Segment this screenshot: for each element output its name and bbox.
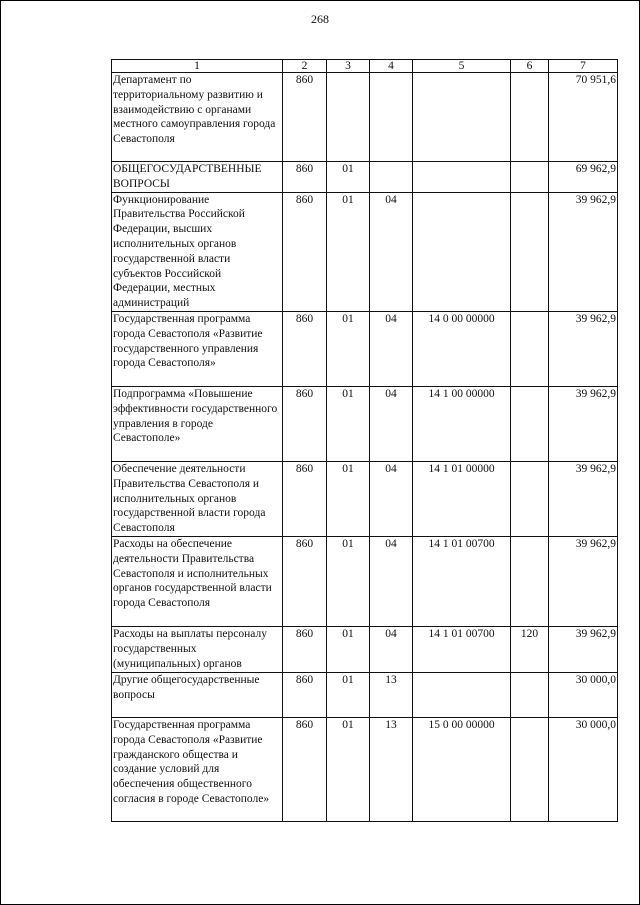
row-rz-cell [327, 73, 370, 162]
row-csr-cell: 14 1 01 00000 [413, 461, 511, 536]
row-rz-cell: 01 [327, 536, 370, 626]
row-ved-cell: 860 [283, 192, 327, 311]
row-pr-cell: 04 [370, 311, 413, 386]
row-amount-cell: 39 962,9 [549, 626, 618, 672]
page-number: 268 [311, 12, 329, 26]
header-cell-5: 5 [413, 60, 511, 73]
row-amount-cell: 30 000,0 [549, 717, 618, 821]
header-cell-2: 2 [283, 60, 327, 73]
row-csr-cell: 14 1 00 00000 [413, 386, 511, 461]
row-name-cell: Обеспечение деятельности Правительства Севастополя и исполнительных органов государственной власти города Севастополя [112, 461, 283, 536]
row-name-cell: Другие общегосударственные вопросы [112, 672, 283, 717]
row-vr-cell [511, 311, 549, 386]
row-vr-cell: 120 [511, 626, 549, 672]
row-rz-cell: 01 [327, 626, 370, 672]
row-pr-cell [370, 73, 413, 162]
row-pr-cell: 04 [370, 192, 413, 311]
row-ved-cell: 860 [283, 311, 327, 386]
header-cell-3: 3 [327, 60, 370, 73]
row-rz-cell: 01 [327, 192, 370, 311]
table-row [112, 717, 618, 821]
row-amount-cell: 39 962,9 [549, 386, 618, 461]
row-vr-cell [511, 73, 549, 162]
row-rz-cell: 01 [327, 717, 370, 821]
row-csr-cell: 15 0 00 00000 [413, 717, 511, 821]
row-csr-cell [413, 672, 511, 717]
row-ved-cell: 860 [283, 672, 327, 717]
row-pr-cell [370, 162, 413, 193]
row-rz-cell: 01 [327, 672, 370, 717]
row-csr-cell: 14 1 01 00700 [413, 536, 511, 626]
row-csr-cell [413, 73, 511, 162]
scan-border-top [0, 0, 640, 1]
row-amount-cell: 39 962,9 [549, 536, 618, 626]
row-name-cell: Расходы на обеспечение деятельности Правительства Севастополя и исполнительных органов государственной власти города Севастополя [112, 536, 283, 626]
table-row [112, 672, 618, 717]
row-name-cell: Государственная программа города Севастополя «Развитие государственного управления города Севастополя» [112, 311, 283, 386]
row-amount-cell: 39 962,9 [549, 311, 618, 386]
row-name-cell: Расходы на выплаты персоналу государственных (муниципальных) органов [112, 626, 283, 672]
table-row [112, 386, 618, 461]
header-cell-1: 1 [112, 60, 283, 73]
row-amount-cell: 69 962,9 [549, 162, 618, 193]
table-row [112, 626, 618, 672]
row-amount-cell: 30 000,0 [549, 672, 618, 717]
table-row [112, 162, 618, 193]
row-rz-cell: 01 [327, 162, 370, 193]
row-ved-cell: 860 [283, 73, 327, 162]
row-pr-cell: 04 [370, 626, 413, 672]
row-csr-cell [413, 162, 511, 193]
row-vr-cell [511, 192, 549, 311]
row-amount-cell: 39 962,9 [549, 192, 618, 311]
row-vr-cell [511, 717, 549, 821]
row-rz-cell: 01 [327, 461, 370, 536]
table-header-row [112, 60, 618, 73]
table-row [112, 536, 618, 626]
row-vr-cell [511, 536, 549, 626]
header-cell-6: 6 [511, 60, 549, 73]
row-vr-cell [511, 162, 549, 193]
row-csr-cell: 14 1 01 00700 [413, 626, 511, 672]
table-row [112, 73, 618, 162]
header-cell-7: 7 [549, 60, 618, 73]
row-pr-cell: 04 [370, 536, 413, 626]
budget-table [111, 59, 618, 822]
row-name-cell: ОБЩЕГОСУДАРСТВЕННЫЕ ВОПРОСЫ [112, 162, 283, 193]
row-vr-cell [511, 386, 549, 461]
row-amount-cell: 70 951,6 [549, 73, 618, 162]
row-amount-cell: 39 962,9 [549, 461, 618, 536]
row-ved-cell: 860 [283, 162, 327, 193]
row-ved-cell: 860 [283, 461, 327, 536]
row-pr-cell: 04 [370, 386, 413, 461]
row-rz-cell: 01 [327, 311, 370, 386]
row-pr-cell: 04 [370, 461, 413, 536]
row-ved-cell: 860 [283, 386, 327, 461]
row-name-cell: Государственная программа города Севастополя «Развитие гражданского общества и создание условий для обеспечения общественного согласия в городе Севастополе» [112, 717, 283, 821]
table-row [112, 192, 618, 311]
row-name-cell: Функционирование Правительства Российской Федерации, высших исполнительных органов государственной власти субъектов Российской Федерации, местных администраций [112, 192, 283, 311]
row-pr-cell: 13 [370, 672, 413, 717]
row-rz-cell: 01 [327, 386, 370, 461]
header-cell-4: 4 [370, 60, 413, 73]
row-csr-cell: 14 0 00 00000 [413, 311, 511, 386]
scan-border-left [0, 0, 1, 905]
row-ved-cell: 860 [283, 717, 327, 821]
row-name-cell: Подпрограмма «Повышение эффективности государственного управления в городе Севастополе» [112, 386, 283, 461]
row-name-cell: Департамент по территориальному развитию и взаимодействию с органами местного самоуправления города Севастополя [112, 73, 283, 162]
row-ved-cell: 860 [283, 626, 327, 672]
row-ved-cell: 860 [283, 536, 327, 626]
table-row [112, 461, 618, 536]
row-pr-cell: 13 [370, 717, 413, 821]
row-csr-cell [413, 192, 511, 311]
row-vr-cell [511, 672, 549, 717]
row-vr-cell [511, 461, 549, 536]
table-row [112, 311, 618, 386]
